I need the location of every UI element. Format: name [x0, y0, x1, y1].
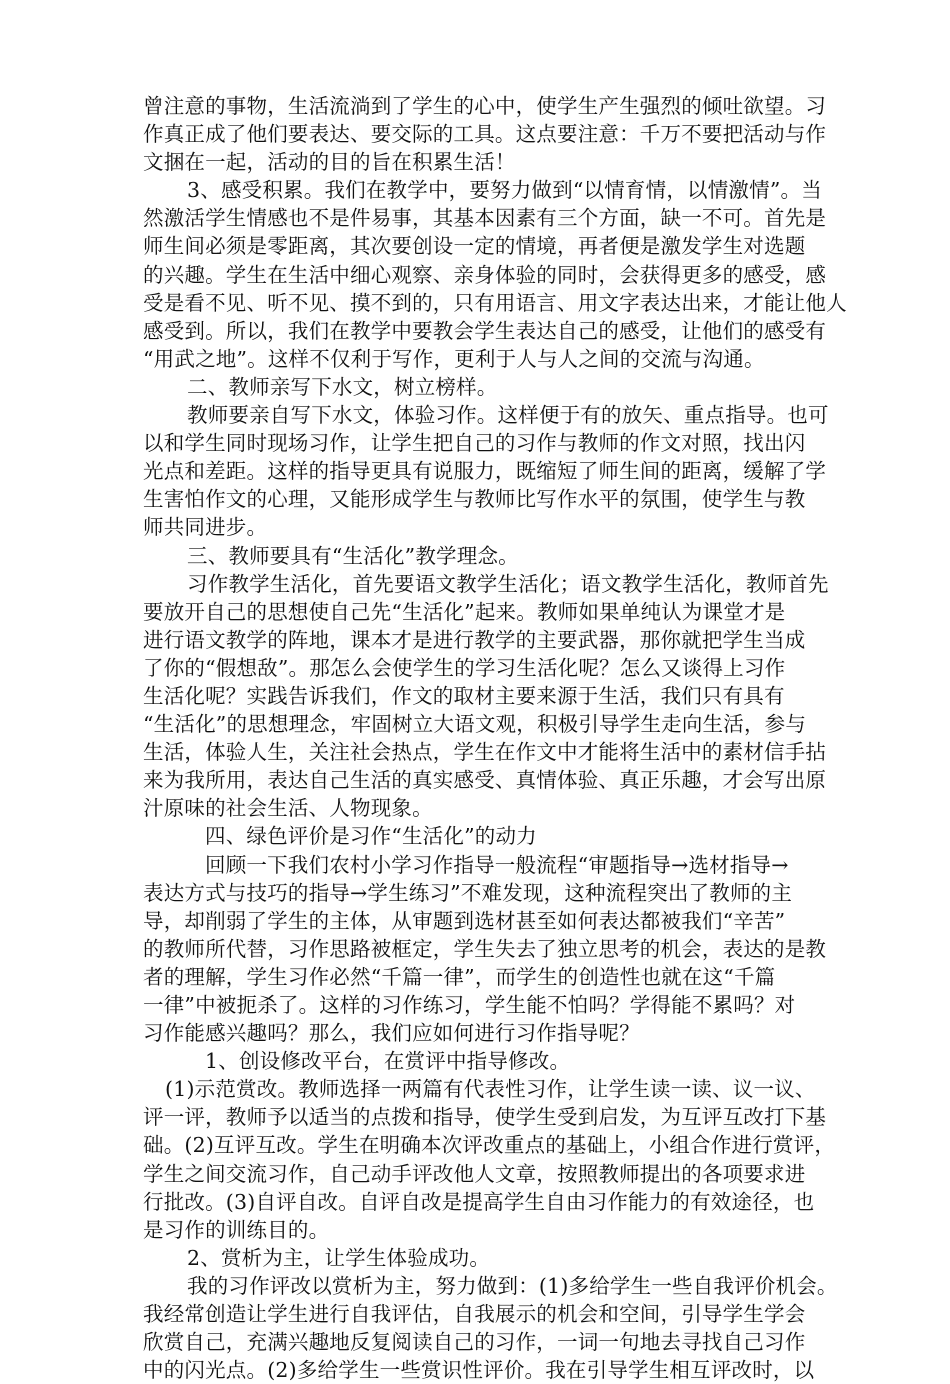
text-line: 文捆在一起，活动的目的旨在积累生活！: [143, 150, 516, 175]
text-line: 生活化呢？实践告诉我们，作文的取材主要来源于生活，我们只有具有: [143, 683, 785, 708]
text-line: 评一评，教师予以适当的点拨和指导，使学生受到启发，为互评互改打下基: [143, 1105, 827, 1130]
text-line: 表达方式与技巧的指导→学生练习”不难发现，这种流程突出了教师的主: [143, 880, 793, 905]
text-line: 我经常创造让学生进行自我评估，自我展示的机会和空间，引导学生学会: [143, 1302, 806, 1327]
text-line: 了你的“假想敌”。那怎么会使学生的学习生活化呢？怎么又谈得上习作: [143, 655, 786, 680]
text-line: 学生之间交流习作，自己动手评改他人文章，按照教师提出的各项要求进: [143, 1161, 806, 1186]
text-line: 是习作的训练目的。: [143, 1217, 330, 1242]
text-line: 者的理解，学生习作必然“千篇一律”，而学生的创造性也就在这“千篇: [143, 964, 776, 989]
text-line: 师共同进步。: [143, 515, 268, 540]
text-line: 光点和差距。这样的指导更具有说服力，既缩短了师生间的距离，缓解了学: [143, 459, 827, 484]
text-line: 作真正成了他们要表达、要交际的工具。这点要注意：千万不要把活动与作: [143, 122, 827, 147]
text-line: 曾注意的事物，生活流淌到了学生的心中，使学生产生强烈的倾吐欲望。习: [143, 94, 827, 118]
text-line: 2、赏析为主，让学生体验成功。: [187, 1245, 491, 1270]
text-line: 二、教师亲写下水文，树立榜样。: [187, 374, 498, 399]
text-line: 习作教学生活化，首先要语文教学生活化；语文教学生活化，教师首先: [187, 571, 829, 596]
text-line: 础。(2)互评互改。学生在明确本次评改重点的基础上，小组合作进行赏评，: [143, 1133, 836, 1158]
text-line: 受是看不见、听不见、摸不到的，只有用语言、用文字表达出来，才能让他人: [143, 290, 847, 315]
text-line: 进行语文教学的阵地，课本才是进行教学的主要武器，那你就把学生当成: [143, 627, 806, 652]
text-line: 中的闪光点。(2)多给学生一些赏识性评价。我在引导学生相互评改时，以: [143, 1358, 815, 1383]
text-line: 的兴趣。学生在生活中细心观察、亲身体验的同时，会获得更多的感受，感: [143, 262, 827, 287]
text-line: 我的习作评改以赏析为主，努力做到：(1)多给学生一些自我评价机会。: [187, 1273, 838, 1298]
text-line: 1、创设修改平台，在赏评中指导修改。: [205, 1049, 571, 1074]
text-line: 习作能感兴趣吗？那么，我们应如何进行习作指导呢？: [143, 1021, 640, 1046]
text-line: 要放开自己的思想使自己先“生活化”起来。教师如果单纯认为课堂才是: [143, 599, 786, 624]
text-line: 欣赏自己，充满兴趣地反复阅读自己的习作，一词一句地去寻找自己习作: [143, 1330, 806, 1355]
text-line: 四、绿色评价是习作“生活化”的动力: [205, 824, 537, 849]
text-line: 教师要亲自写下水文，体验习作。这样便于有的放矢、重点指导。也可: [187, 403, 829, 428]
text-line: 三、教师要具有“生活化”教学理念。: [187, 543, 519, 568]
text-line: (1)示范赏改。教师选择一两篇有代表性习作，让学生读一读、议一议、: [165, 1077, 816, 1102]
text-line: 回顾一下我们农村小学习作指导一般流程“审题指导→选材指导→: [205, 852, 789, 877]
text-line: 3、感受积累。我们在教学中，要努力做到“以情育情，以情激情”。当: [187, 178, 822, 203]
document-body: [143, 92, 883, 1384]
text-line: 生害怕作文的心理，又能形成学生与教师比写作水平的氛围，使学生与教: [143, 487, 806, 512]
text-line: 感受到。所以，我们在教学中要教会学生表达自己的感受，让他们的感受有: [143, 318, 827, 343]
text-line: 然激活学生情感也不是件易事，其基本因素有三个方面，缺一不可。首先是: [143, 206, 827, 231]
text-line: 导，却削弱了学生的主体，从审题到选材甚至如何表达都被我们“辛苦”: [143, 908, 786, 933]
text-line: 一律”中被扼杀了。这样的习作练习，学生能不怕吗？学得能不累吗？对: [143, 993, 796, 1017]
text-line: 师生间必须是零距离，其次要创设一定的情境，再者便是激发学生对选题: [143, 234, 806, 259]
text-line: 的教师所代替，习作思路被框定，学生失去了独立思考的机会，表达的是教: [143, 936, 827, 961]
text-line: “用武之地”。这样不仅利于写作，更利于人与人之间的交流与沟通。: [143, 346, 765, 371]
text-line: 行批改。(3)自评自改。自评自改是提高学生自由习作能力的有效途径，也: [143, 1189, 815, 1214]
text-line: “生活化”的思想理念，牢固树立大语文观，积极引导学生走向生活，参与: [143, 712, 807, 737]
text-line: 以和学生同时现场习作，让学生把自己的习作与教师的作文对照，找出闪: [143, 431, 806, 456]
text-line: 汁原味的社会生活、人物现象。: [143, 796, 433, 821]
text-line: 生活，体验人生，关注社会热点，学生在作文中才能将生活中的素材信手拈: [143, 740, 827, 765]
text-line: 来为我所用，表达自己生活的真实感受、真情体验、真正乐趣，才会写出原: [143, 768, 827, 793]
